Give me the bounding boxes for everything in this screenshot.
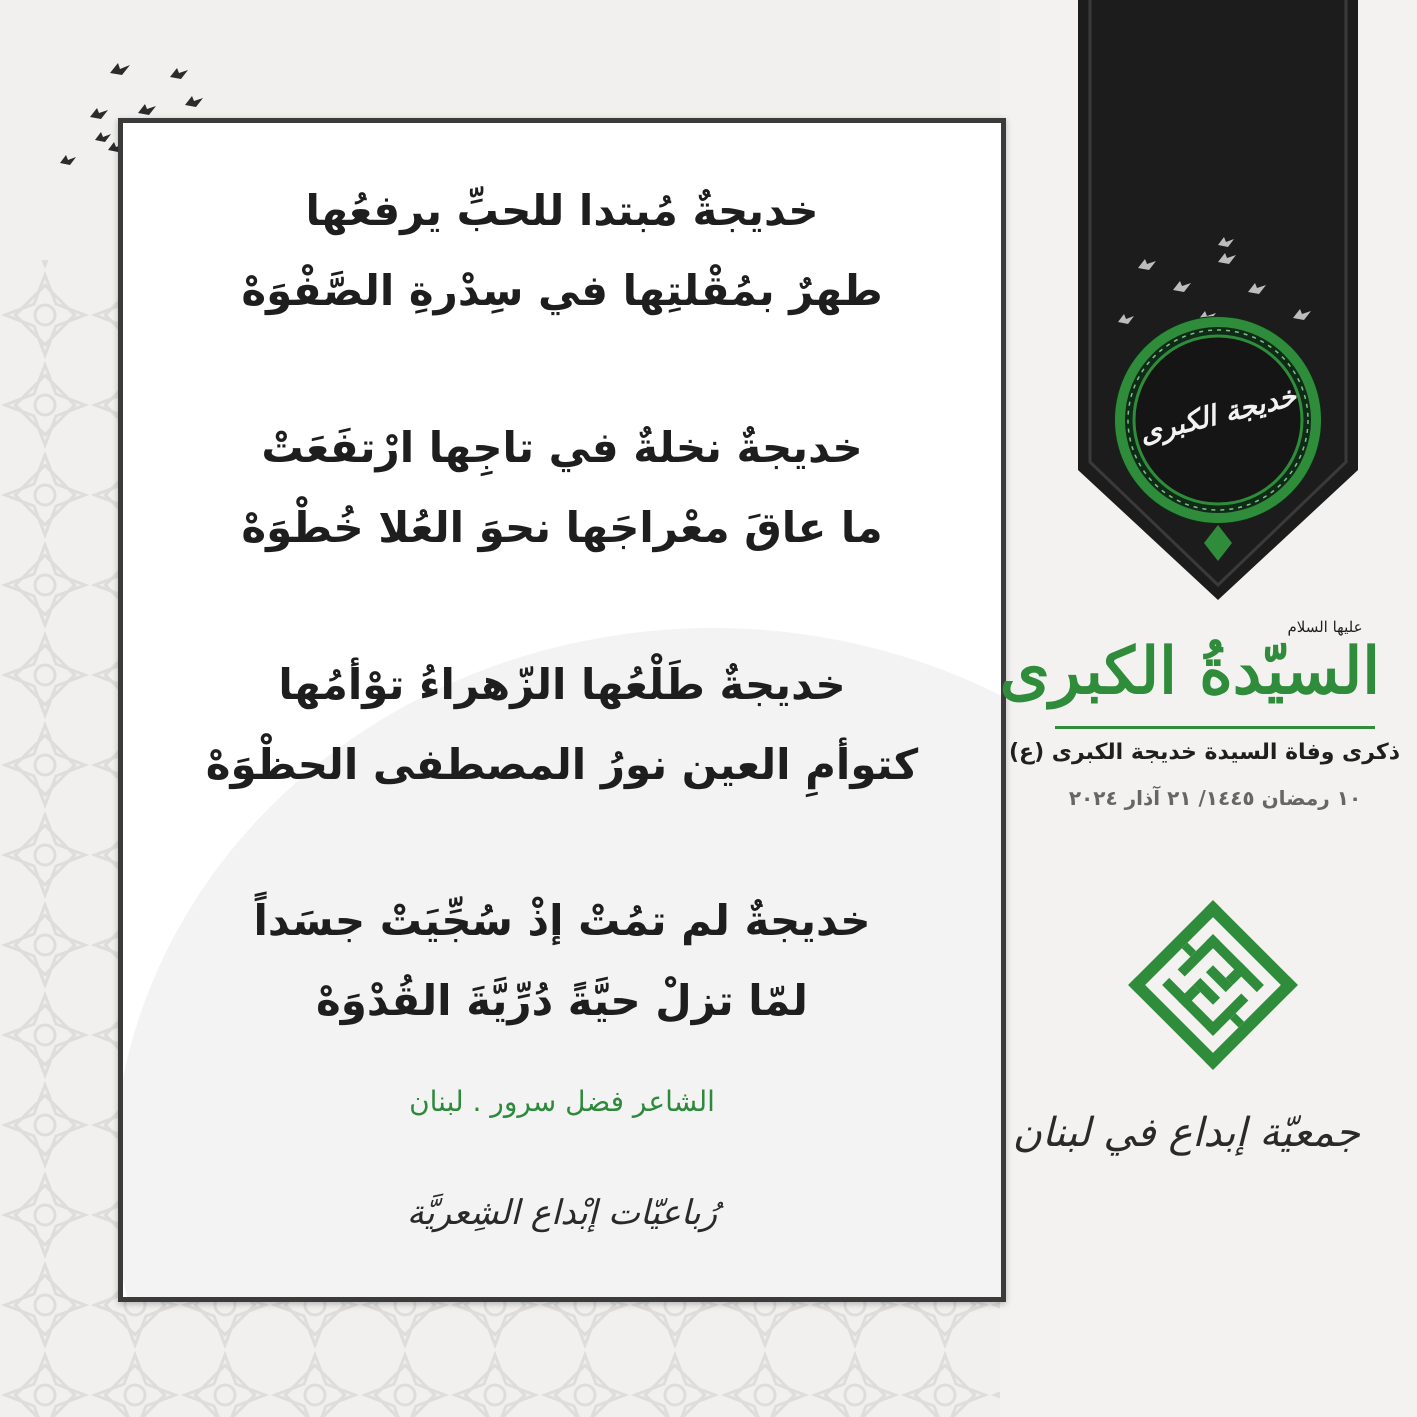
kufic-logo-icon — [1118, 890, 1308, 1080]
series-title: رُباعيّات إبْداع الشِعريَّة — [406, 1193, 718, 1233]
verse-1-1: خديجةٌ مُبتدا للحبِّ يرفعُها — [305, 186, 819, 235]
poem-card — [118, 118, 1006, 1302]
honorific: عليها السلام — [1287, 618, 1363, 636]
verse-3-2: كتوأمِ العين نورُ المصطفى الحظْوَهْ — [205, 740, 919, 789]
event-date: ١٠ رمضان ١٤٤٥/ ٢١ آذار ٢٠٢٤ — [1068, 786, 1362, 810]
verse-4-1: خديجةٌ لم تمُتْ إذْ سُجِّيَتْ جسَداً — [253, 896, 871, 945]
verse-2-2: ما عاقَ معْراجَها نحوَ العُلا خُطْوَهْ — [241, 503, 883, 552]
event-title-block — [999, 618, 1400, 828]
stanza-3 — [123, 645, 1001, 805]
event-title: السيّدةُ الكبرى — [999, 634, 1380, 709]
organization-name: جمعيّة إبداع في لبنان — [1012, 1110, 1360, 1156]
medallion-calligraphy: خديجة الكبرى — [1136, 379, 1300, 450]
mourning-banner — [1078, 0, 1358, 605]
verse-4-2: لمّا تزلْ حيَّةً دُرِّيَّةَ القُدْوَهْ — [316, 976, 808, 1025]
poet-credit: الشاعر فضل سرور . لبنان — [409, 1085, 715, 1118]
stanza-4 — [123, 881, 1001, 1041]
verse-1-2: طهرٌ بمُقْلتِها في سِدْرةِ الصَّفْوَهْ — [241, 266, 883, 315]
verse-3-1: خديجةٌ طَلْعُها الزّهراءُ توْأمُها — [278, 660, 846, 709]
stanza-2 — [123, 408, 1001, 568]
verse-2-1: خديجةٌ نخلةٌ في تاجِها ارْتفَعَتْ — [261, 423, 863, 472]
stanza-1 — [123, 171, 1001, 331]
event-subtitle: ذكرى وفاة السيدة خديجة الكبرى (ع) — [1008, 740, 1400, 765]
title-underline — [1055, 726, 1375, 729]
